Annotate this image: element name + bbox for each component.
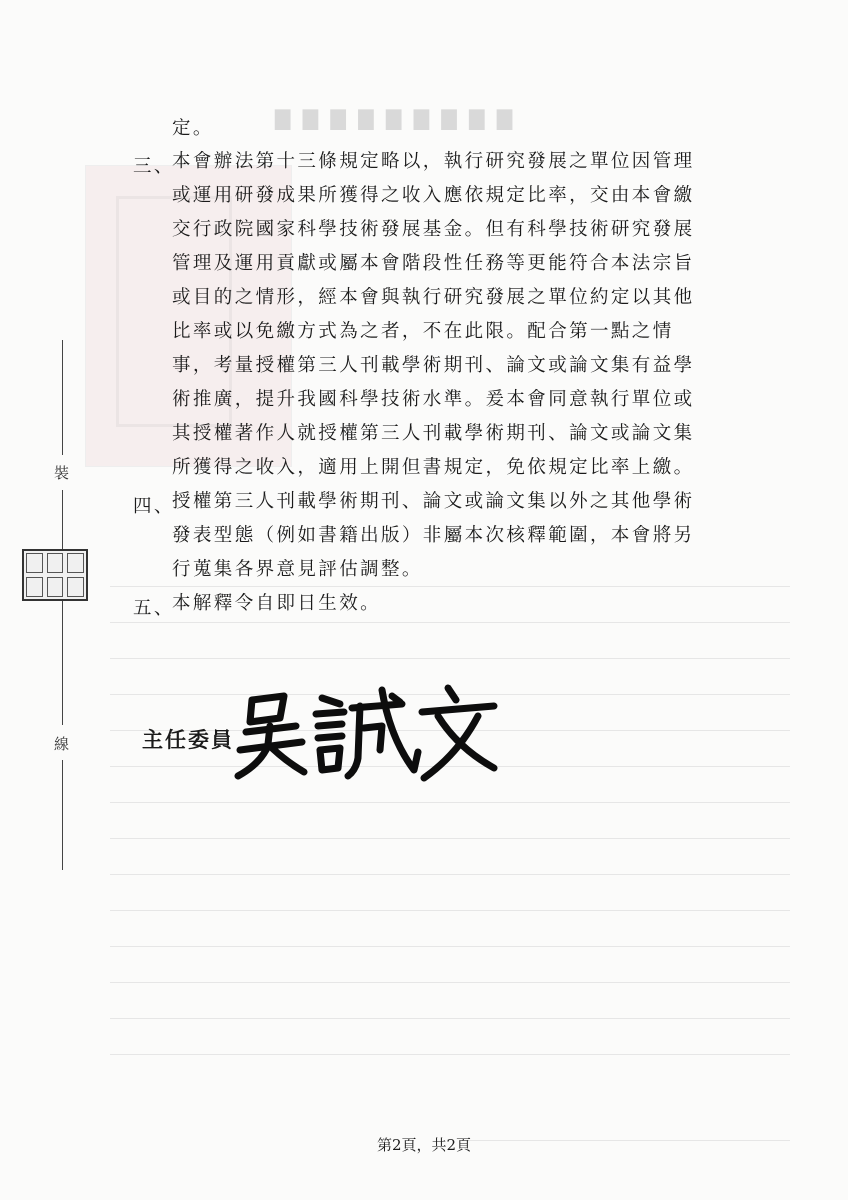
body-line: 術推廣，提升我國科學技術水準。爰本會同意執行單位或 bbox=[172, 389, 695, 410]
body-line: 交行政院國家科學技術發展基金。但有科學技術研究發展 bbox=[172, 219, 695, 240]
bleed-through-line bbox=[110, 1054, 790, 1055]
bleed-through-line bbox=[110, 946, 790, 947]
body-line: 管理及運用貢獻或屬本會階段性任務等更能符合本法宗旨 bbox=[172, 253, 695, 274]
body-line: 或目的之情形，經本會與執行研究發展之單位約定以其他 bbox=[172, 287, 695, 308]
continuation-line: 定。 bbox=[172, 118, 214, 139]
bleed-through-line bbox=[110, 982, 790, 983]
official-seal-icon bbox=[22, 549, 88, 601]
body-line: 或運用研發成果所獲得之收入應依規定比率，交由本會繳 bbox=[172, 185, 695, 206]
bleed-through-line bbox=[110, 658, 790, 659]
binding-line-middle bbox=[62, 490, 63, 725]
body-line: 授權第三人刊載學術期刊、論文或論文集以外之其他學術 bbox=[172, 491, 695, 512]
body-line: 本解釋令自即日生效。 bbox=[172, 593, 382, 614]
bleed-through-line bbox=[110, 874, 790, 875]
binding-line-lower bbox=[62, 760, 63, 870]
bleed-through-line bbox=[110, 838, 790, 839]
bleed-through-line bbox=[110, 622, 790, 623]
body-line: 事，考量授權第三人刊載學術期刊、論文或論文集有益學 bbox=[172, 355, 695, 376]
item-number: 三、 bbox=[133, 156, 175, 177]
bleed-through-line bbox=[110, 910, 790, 911]
page-indicator: 第2頁，共2頁 bbox=[376, 1136, 472, 1154]
body-line: 本會辦法第十三條規定略以，執行研究發展之單位因管理 bbox=[172, 151, 695, 172]
body-line: 比率或以免繳方式為之者，不在此限。配合第一點之情 bbox=[172, 321, 674, 342]
bleed-through-text: ▇ ▇ ▇ ▇ ▇ ▇ ▇ ▇ ▇ bbox=[275, 106, 516, 130]
bleed-through-line bbox=[110, 802, 790, 803]
officer-title: 主任委員 bbox=[142, 727, 234, 752]
item-number: 五、 bbox=[133, 598, 175, 619]
handwritten-signature bbox=[232, 678, 502, 788]
bleed-through-line bbox=[110, 1018, 790, 1019]
body-line: 其授權著作人就授權第三人刊載學術期刊、論文或論文集 bbox=[172, 423, 695, 444]
body-line: 所獲得之收入，適用上開但書規定，免依規定比率上繳。 bbox=[172, 457, 695, 478]
binding-line-upper bbox=[62, 340, 63, 455]
body-line: 行蒐集各界意見評估調整。 bbox=[172, 559, 423, 580]
item-number: 四、 bbox=[133, 496, 175, 517]
binding-mark-bottom: 線 bbox=[54, 735, 70, 753]
binding-mark-top: 裝 bbox=[54, 464, 70, 482]
body-line: 發表型態（例如書籍出版）非屬本次核釋範圍，本會將另 bbox=[172, 525, 695, 546]
